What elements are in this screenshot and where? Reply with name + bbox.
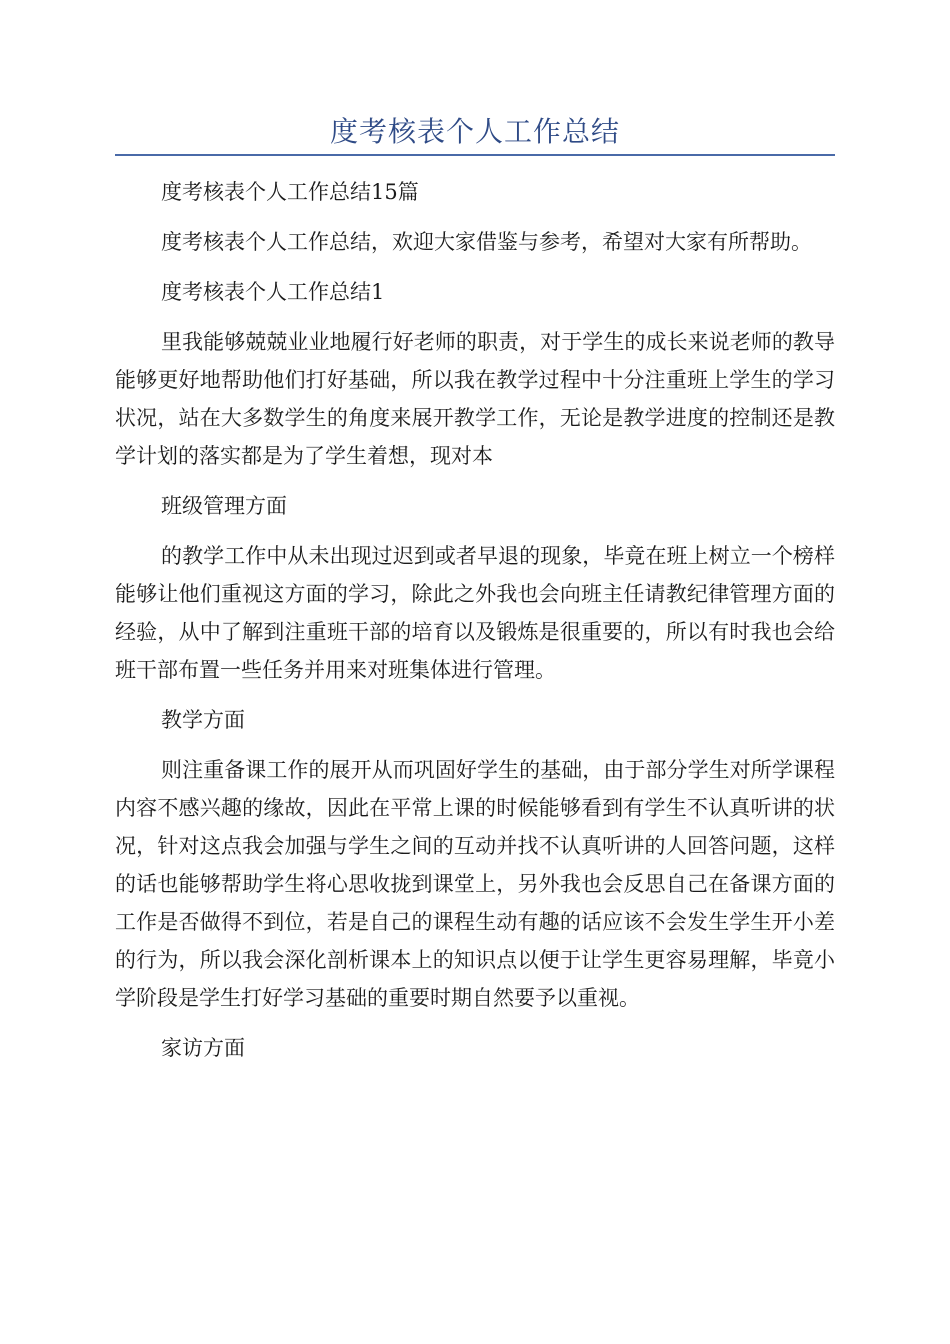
paragraph-heading-class-management: 班级管理方面 — [161, 494, 287, 518]
document-body — [115, 173, 835, 1079]
paragraph-intro: 度考核表个人工作总结，欢迎大家借鉴与参考，希望对大家有所帮助。 — [161, 230, 812, 254]
document-title: 度考核表个人工作总结 — [329, 115, 620, 148]
paragraph-body: 里我能够兢兢业业地履行好老师的职责，对于学生的成长来说老师的教导能够更好地帮助他们打好基础，所以我在教学过程中十分注重班上学生的学习状况，站在大多数学生的角度来展开教学工作，无论是教学进度的控制还是教学计划的落实都是为了学生着想，现对本 — [115, 330, 835, 468]
paragraph-body: 的教学工作中从未出现过迟到或者早退的现象，毕竟在班上树立一个榜样能够让他们重视这方面的学习，除此之外我也会向班主任请教纪律管理方面的经验，从中了解到注重班干部的培育以及锻炼是很重要的，所以有时我也会给班干部布置一些任务并用来对班集体进行管理。 — [115, 544, 835, 682]
paragraph-heading-home-visit: 家访方面 — [161, 1036, 245, 1060]
paragraph-section-heading: 度考核表个人工作总结1 — [161, 280, 385, 304]
paragraph-subtitle: 度考核表个人工作总结15篇 — [161, 180, 419, 204]
title-underline — [115, 154, 835, 156]
paragraph-body: 则注重备课工作的展开从而巩固好学生的基础，由于部分学生对所学课程内容不感兴趣的缘故，因此在平常上课的时候能够看到有学生不认真听讲的状况，针对这点我会加强与学生之间的互动并找不认真听讲的人回答问题，这样的话也能够帮助学生将心思收拢到课堂上，另外我也会反思自己在备课方面的工作是否做得不到位，若是自己的课程生动有趣的话应该不会发生学生开小差的行为，所以我会深化剖析课本上的知识点以便于让学生更容易理解，毕竟小学阶段是学生打好学习基础的重要时期自然要予以重视。 — [115, 758, 835, 1010]
paragraph-heading-teaching: 教学方面 — [161, 708, 245, 732]
